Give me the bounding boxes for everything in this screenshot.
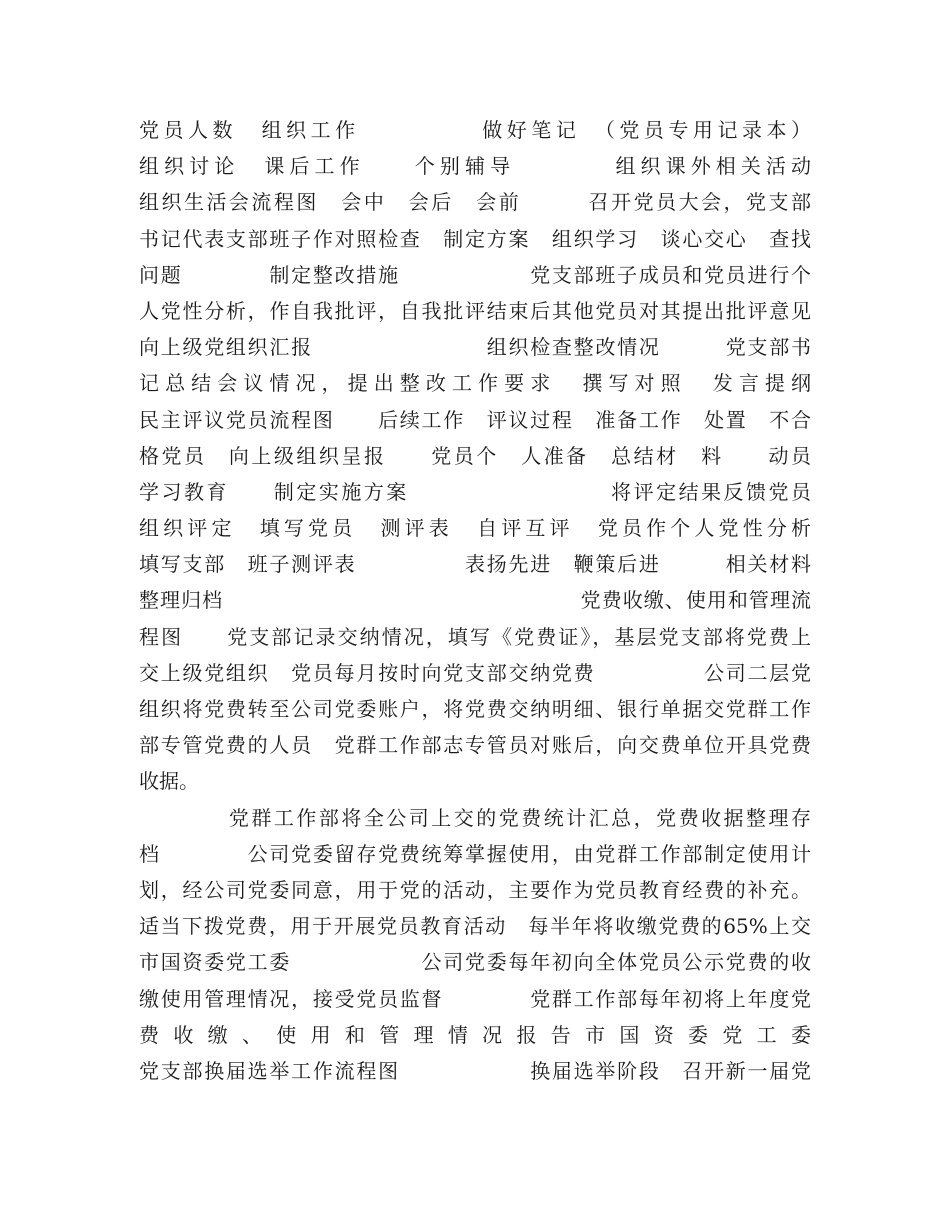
text-line-9: 民主评议党员流程图 后续工作 评议过程 准备工作 处置 不合 — [139, 407, 811, 432]
text-line-26: 费收缴、使用和管理情况报告市国资委党工委 — [139, 1022, 811, 1047]
text-line-4: 书记代表支部班子作对照检查 制定方案 组织学习 谈心交心 查找 — [139, 226, 811, 251]
text-line-13: 填写支部 班子测评表 表扬先进 鞭策后进 相关材料 — [139, 552, 811, 577]
text-line-15: 程图 党支部记录交纳情况，填写《党费证》，基层党支部将党费上 — [139, 624, 811, 649]
text-line-7: 向上级党组织汇报 组织检查整改情况 党支部书 — [139, 335, 811, 360]
text-line-27: 党支部换届选举工作流程图 换届选举阶段 召开新一届党 — [139, 1058, 811, 1083]
document-body — [139, 112, 811, 1089]
text-line-16: 交上级党组织 党员每月按时向党支部交纳党费 公司二层党 — [139, 660, 811, 685]
text-line-1: 党员人数 组织工作 做好笔记 （党员专用记录本） — [139, 118, 811, 142]
text-line-22: 划，经公司党委同意，用于党的活动，主要作为党员教育经费的补充。 — [139, 877, 811, 902]
text-line-5: 问题 制定整改措施 党支部班子成员和党员进行个 — [139, 262, 811, 287]
text-line-14: 整理归档 党费收缴、使用和管理流 — [139, 588, 811, 613]
text-line-2: 组织讨论 课后工作 个别辅导 组织课外相关活动 — [139, 154, 811, 179]
text-line-17: 组织将党费转至公司党委账户，将党费交纳明细、银行单据交党群工作 — [139, 697, 811, 721]
text-line-25: 缴使用管理情况，接受党员监督 党群工作部每年初将上年度党 — [139, 986, 811, 1011]
text-line-24: 市国资委党工委 公司党委每年初向全体党员公示党费的收 — [139, 950, 811, 975]
text-line-23: 适当下拨党费，用于开展党员教育活动 每半年将收缴党费的65%上交 — [139, 914, 811, 939]
text-line-6: 人党性分析，作自我批评，自我批评结束后其他党员对其提出批评意见 — [139, 298, 811, 323]
text-line-19: 收据。 — [139, 769, 199, 794]
text-line-11: 学习教育 制定实施方案 将评定结果反馈党员 — [139, 479, 811, 504]
text-line-21: 档 公司党委留存党费统筹掌握使用，由党群工作部制定使用计 — [139, 841, 811, 866]
text-line-18: 部专管党费的人员 党群工作部志专管员对账后，向交费单位开具党费 — [139, 733, 811, 758]
text-line-8: 记总结会议情况，提出整改工作要求 撰写对照 发言提纲 — [139, 371, 811, 396]
text-line-3: 组织生活会流程图 会中 会后 会前 召开党员大会，党支部 — [139, 190, 811, 215]
text-line-12: 组织评定 填写党员 测评表 自评互评 党员作个人党性分析 — [139, 516, 811, 541]
text-line-10: 格党员 向上级组织呈报 党员个 人准备 总结材 料 动员 — [139, 443, 811, 468]
text-line-20: 党群工作部将全公司上交的党费统计汇总，党费收据整理存 — [139, 805, 811, 830]
